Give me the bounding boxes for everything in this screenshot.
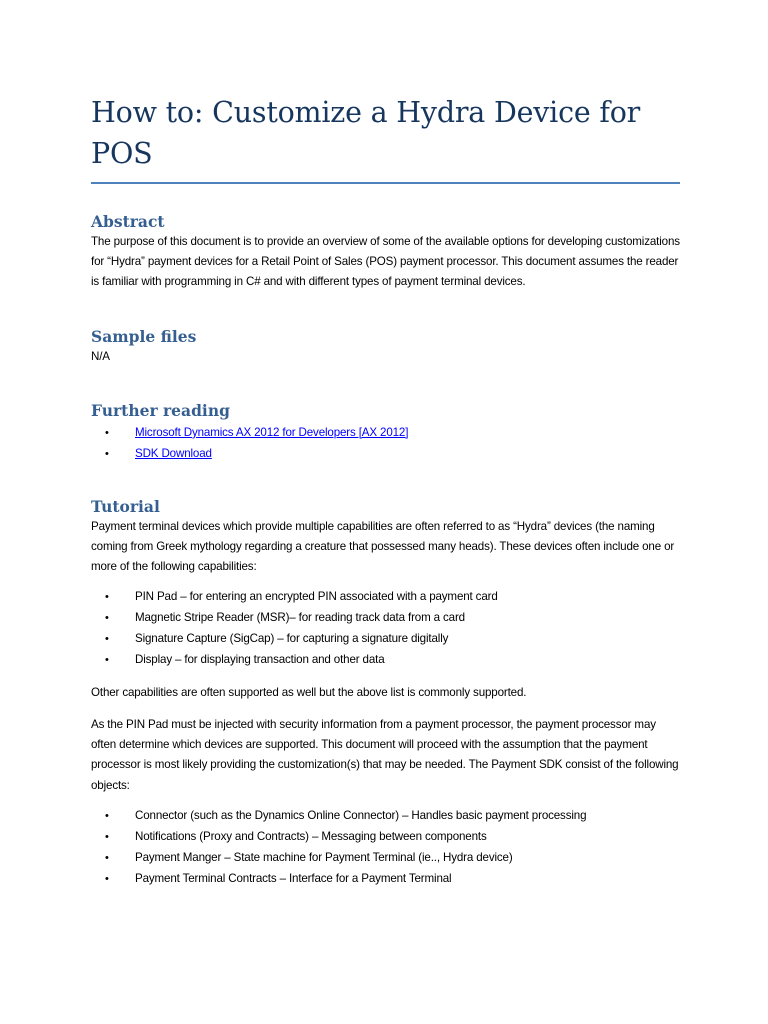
- capability-text: PIN Pad – for entering an encrypted PIN associated with a payment card: [135, 590, 498, 604]
- list-item: [91, 608, 680, 629]
- list-item: [91, 444, 680, 465]
- capabilities-note-paragraph: Other capabilities are often supported as well but the above list is commonly supported.: [91, 685, 527, 699]
- bullet-icon: •: [105, 653, 109, 666]
- capabilities-list: [91, 587, 680, 671]
- sdk-object-text: Notifications (Proxy and Contracts) – Messaging between components: [135, 829, 487, 843]
- sdk-object-text: Connector (such as the Dynamics Online Connector) – Handles basic payment processing: [135, 808, 587, 822]
- capability-text: Signature Capture (SigCap) – for capturing a signature digitally: [135, 632, 449, 646]
- list-item: [91, 423, 680, 444]
- title-divider: [91, 182, 680, 184]
- list-item: [91, 587, 680, 608]
- list-item: [91, 869, 680, 890]
- bullet-icon: •: [105, 591, 109, 604]
- bullet-icon: •: [105, 809, 109, 822]
- bullet-icon: •: [105, 447, 109, 460]
- further-reading-list: [91, 423, 680, 465]
- abstract-paragraph: The purpose of this document is to provide an overview of some of the available options for developing customizations for “Hydra” payment devices for a Retail Point of Sales (POS) payment processor. This document assumes the reader is familiar with programming in C# and with different types of payment terminal devices.: [91, 235, 680, 289]
- capability-text: Magnetic Stripe Reader (MSR)– for reading track data from a card: [135, 611, 465, 625]
- bullet-icon: •: [105, 612, 109, 625]
- sample-files-text: N/A: [91, 349, 110, 363]
- document-content: [91, 92, 680, 890]
- sdk-object-text: Payment Manger – State machine for Payment Terminal (ie.., Hydra device): [135, 850, 513, 864]
- tutorial-heading: Tutorial: [91, 496, 160, 516]
- bullet-icon: •: [105, 830, 109, 843]
- ax2012-developers-link[interactable]: Microsoft Dynamics AX 2012 for Developers [AX 2012]: [135, 425, 409, 439]
- sdk-download-link[interactable]: SDK Download: [135, 446, 212, 460]
- sdk-objects-list: [91, 806, 680, 890]
- list-item: [91, 629, 680, 650]
- sample-files-heading: Sample files: [91, 326, 197, 346]
- list-item: [91, 650, 680, 671]
- bullet-icon: •: [105, 426, 109, 439]
- document-title: How to: Customize a Hydra Device for POS: [91, 96, 641, 170]
- abstract-heading: Abstract: [91, 212, 165, 231]
- list-item: [91, 806, 680, 827]
- capability-text: Display – for displaying transaction and other data: [135, 652, 385, 666]
- list-item: [91, 848, 680, 869]
- tutorial-intro-paragraph: Payment terminal devices which provide multiple capabilities are often referred to as “Hydra” devices (the naming coming from Greek mythology regarding a creature that possessed many heads). These devices often include one or more of the following capabilities:: [91, 519, 675, 574]
- bullet-icon: •: [105, 872, 109, 885]
- bullet-icon: •: [105, 633, 109, 646]
- list-item: [91, 827, 680, 848]
- bullet-icon: •: [105, 851, 109, 864]
- sdk-paragraph: As the PIN Pad must be injected with security information from a payment processor, the payment processor may often determine which devices are supported. This document will proceed with the assumption that the payment processor is most likely providing the customization(s) that may be needed. The Payment SDK consist of the following objects:: [91, 718, 679, 792]
- sdk-object-text: Payment Terminal Contracts – Interface for a Payment Terminal: [135, 871, 452, 885]
- further-reading-heading: Further reading: [91, 400, 230, 420]
